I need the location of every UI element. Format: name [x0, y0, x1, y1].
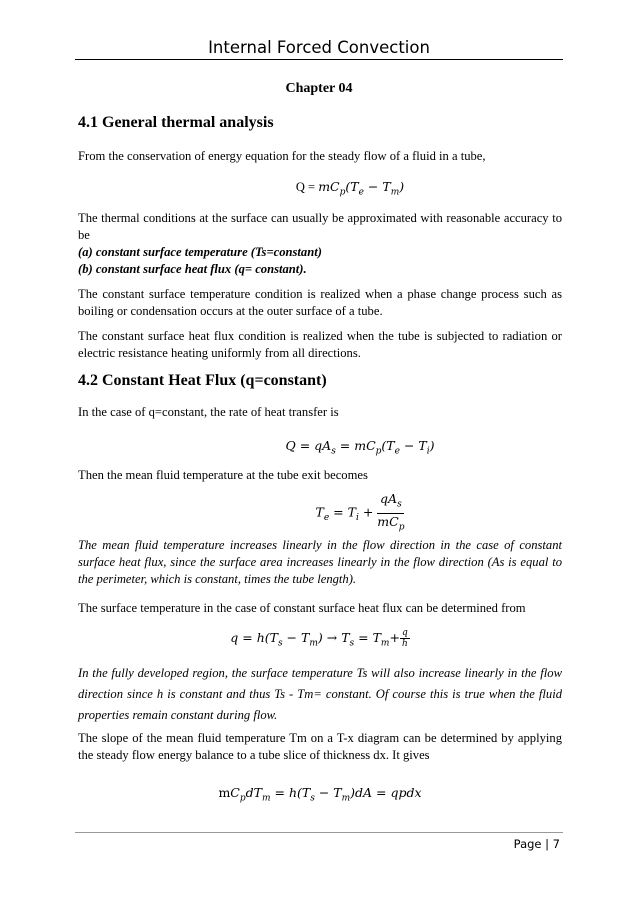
list-item-a: (a) constant surface temperature (Ts=constant)	[78, 245, 322, 259]
equation-5: $mC_pdT_m = h(T_s - T_m)dA$ = qpdx	[218, 785, 422, 804]
chapter-title: Chapter 04	[285, 81, 353, 96]
section-heading-4-2: 4.2 Constant Heat Flux (q=constant)	[78, 372, 327, 389]
paragraph: The slope of the mean fluid temperature Tm on a T-x diagram can be determined by applying the steady flow energy balance to a tube slice of thickness dx. It gives	[78, 731, 562, 762]
equation-2: $Q = qA_s = mC_p(T_e - T_i)$	[285, 438, 435, 457]
paragraph: The mean fluid temperature increases linearly in the flow direction in the case of constant surface heat flux, since the surface area increases linearly in the flow direction (As is equal to the perimeter, which is constant, times the tube length).	[78, 538, 562, 586]
paragraph: The constant surface temperature condition is realized when a phase change process such as boiling or condensation occurs at the outer surface of a tube.	[78, 287, 562, 318]
list-item-b: (b) constant surface heat flux (q= constant).	[78, 262, 307, 276]
equation-1-lhs: Q =	[295, 180, 319, 194]
paragraph: Then the mean fluid temperature at the tube exit becomes	[78, 468, 368, 482]
paragraph: In the fully developed region, the surface temperature Ts will also increase linearly in the flow direction since h is constant and thus Ts - Tm= constant. Of course this is true when the fluid properties remain constant during flow.	[78, 666, 562, 722]
footer-rule	[75, 832, 563, 833]
paragraph: From the conservation of energy equation for the steady flow of a fluid in a tube,	[78, 149, 486, 163]
paragraph: In the case of q=constant, the rate of heat transfer is	[78, 405, 339, 419]
page-number: Page | 7	[513, 837, 560, 851]
fraction: $\frac{qA_s}{mC_p}$	[377, 491, 405, 532]
paragraph: The thermal conditions at the surface can usually be approximated with reasonable accuracy to be	[78, 211, 562, 242]
header-rule	[75, 59, 563, 60]
equation-4: $q = h(T_s - T_m) \to T_s = T_m+$ $\frac{q}{h}$	[230, 628, 408, 649]
paragraph: The constant surface heat flux condition is realized when the tube is subjected to radiation or electric resistance heating uniformly from all directions.	[78, 329, 562, 360]
equation-1: $Q = mC_p(T_e - T_m)$	[295, 179, 405, 198]
running-header: Internal Forced Convection	[208, 38, 430, 57]
equation-3: $T_e = T_i$ + $\frac{qA_s}{mC_p}$	[118, 491, 602, 535]
fraction: $\frac{q}{h}$	[401, 628, 408, 649]
section-heading-4-1: 4.1 General thermal analysis	[78, 114, 274, 131]
paragraph: The surface temperature in the case of constant surface heat flux can be determined from	[78, 601, 526, 615]
